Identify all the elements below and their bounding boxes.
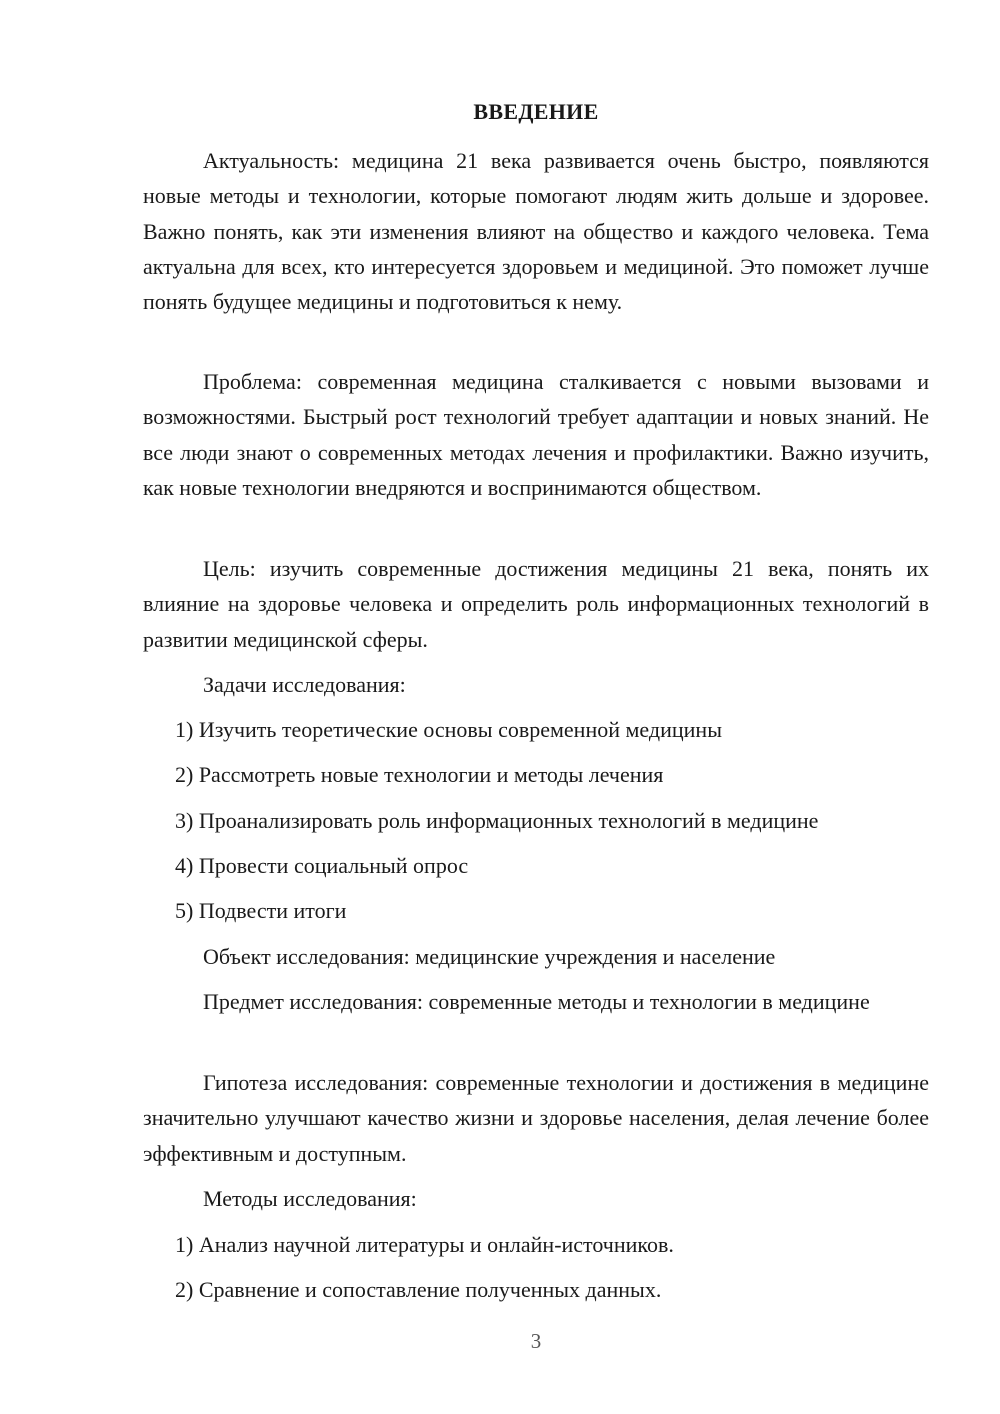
section-title: ВВЕДЕНИЕ [473,99,599,124]
method-item-1: 1) Анализ научной литературы и онлайн-источников. [175,1232,674,1257]
task-item-5: 5) Подвести итоги [175,898,347,923]
task-item-2: 2) Рассмотреть новые технологии и методы лечения [175,762,664,787]
hypothesis-paragraph: Гипотеза исследования: современные технологии и достижения в медицине значительно улучшают качество жизни и здоровье населения, делая лечение более эффективным и доступным. [143,1070,929,1166]
goal-paragraph: Цель: изучить современные достижения медицины 21 века, понять их влияние на здоровье человека и определить роль информационных технологий в развитии медицинской сферы. [143,556,929,652]
problem-paragraph: Проблема: современная медицина сталкивается с новыми вызовами и возможностями. Быстрый рост технологий требует адаптации и новых знаний. Не все люди знают о современных методах лечения и профилактики. Важно изучить, как новые технологии внедряются и воспринимаются обществом. [143,369,929,500]
methods-heading: Методы исследования: [203,1186,417,1211]
task-item-1: 1) Изучить теоретические основы современной медицины [175,717,722,742]
subject-paragraph: Предмет исследования: современные методы и технологии в медицине [203,989,870,1014]
task-item-3: 3) Проанализировать роль информационных технологий в медицине [175,808,819,833]
tasks-heading: Задачи исследования: [203,672,406,697]
page-number: 3 [530,1329,542,1353]
task-item-4: 4) Провести социальный опрос [175,853,469,878]
object-line: Объект исследования: медицинские учреждения и население [203,944,776,969]
relevance-paragraph: Актуальность: медицина 21 века развивается очень быстро, появляются новые методы и технологии, которые помогают людям жить дольше и здоровее. Важно понять, как эти изменения влияют на общество и каждого человека. Тема актуальна для всех, кто интересуется здоровьем и медициной. Это поможет лучше понять будущее медицины и подготовиться к нему. [143,148,929,315]
method-item-2: 2) Сравнение и сопоставление полученных данных. [175,1277,662,1302]
